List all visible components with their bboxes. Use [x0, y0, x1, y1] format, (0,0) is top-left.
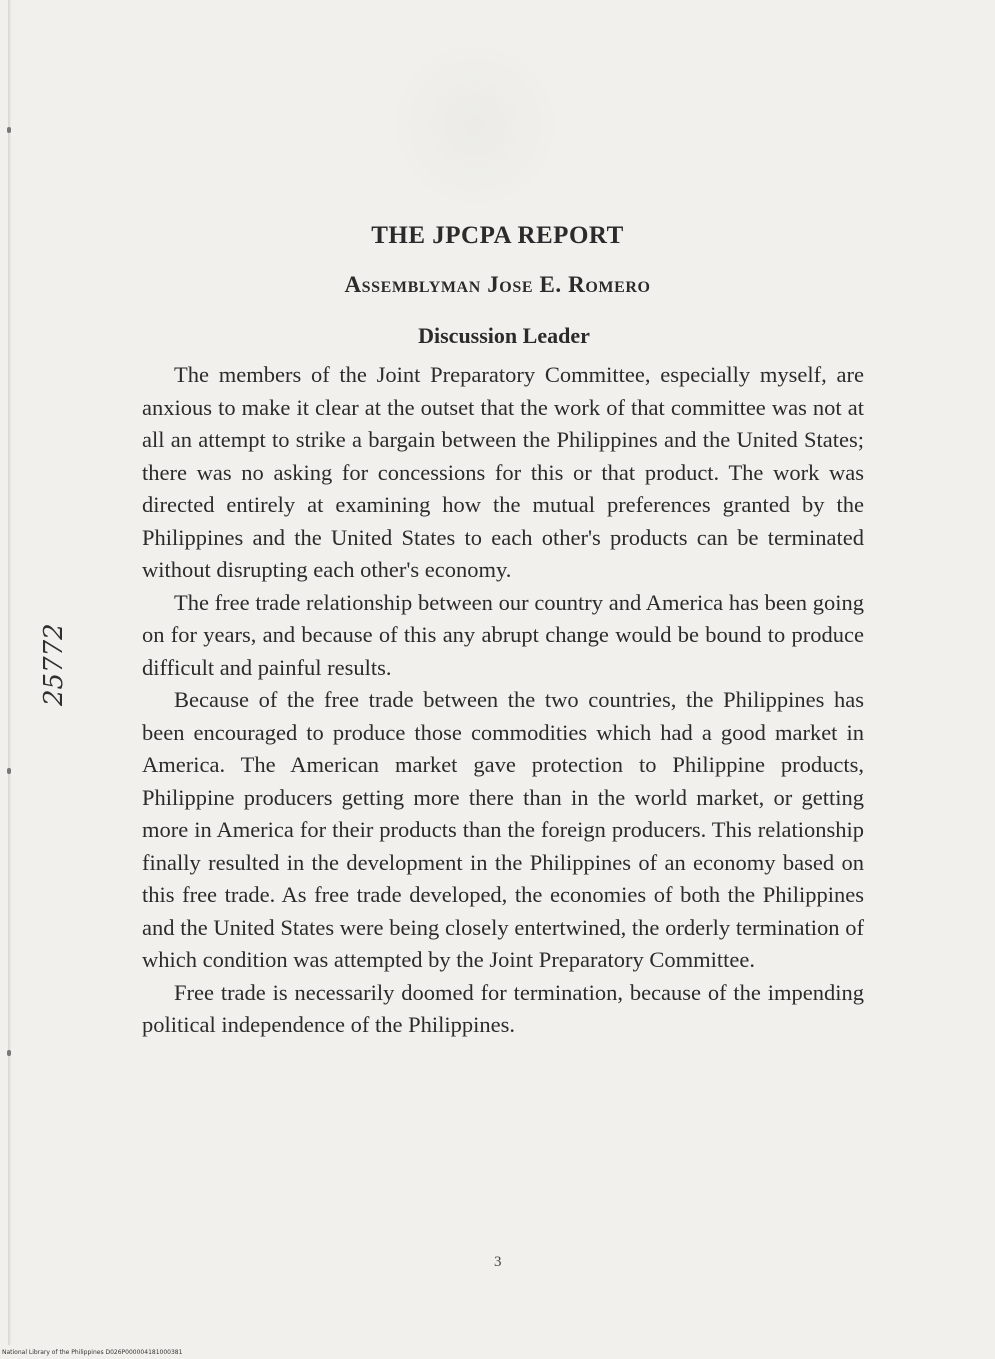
handwritten-accession-number	[34, 610, 74, 710]
page-title: THE JPCPA REPORT	[371, 222, 624, 249]
paragraph: Free trade is necessarily doomed for termination, because of the impending political independence of the Philippines.	[142, 979, 864, 1037]
svg-text:25772: 25772	[39, 623, 69, 706]
page-number: 3	[494, 1254, 502, 1270]
page-edge	[8, 0, 11, 1345]
binding-speck	[7, 768, 11, 774]
paragraph: The free trade relationship between our country and America has been going on for years, and because of this any abrupt change would be bound to produce difficult and painful results.	[142, 589, 864, 680]
paragraph: The members of the Joint Preparatory Committee, especially myself, are anxious to make it clear at the outset that the work of that committee was not at all an attempt to strike a bargain between the Philippines and the United States; there was no asking for concessions for this or that product. The work was directed entirely at examining how the mutual preferences granted by the Philippines and the United States to each other's products can be terminated without disrupting each other's economy.	[142, 362, 864, 582]
binding-speck	[7, 1050, 11, 1056]
binding-speck	[7, 127, 11, 133]
faint-stamp-mark	[385, 35, 565, 215]
speaker-role: Discussion Leader	[418, 323, 590, 348]
paragraph: Because of the free trade between the two countries, the Philippines has been encouraged to produce those commodities which had a good market in America. The American market gave protection to Philippine products, Philippine producers getting more there than in the world market, or getting more in America for their products than the foreign producers. This relationship finally resulted in the development in the Philippines of an economy based on this free trade. As free trade developed, the economies of both the Philippines and the United States were being closely entertwined, the orderly termination of which condition was attempted by the Joint Preparatory Committee.	[142, 687, 864, 972]
source-footer: National Library of the Philippines D026P000004181000381	[2, 1349, 183, 1356]
body-text	[142, 359, 864, 1042]
speaker-name: Assemblyman Jose E. Romero	[344, 272, 651, 297]
